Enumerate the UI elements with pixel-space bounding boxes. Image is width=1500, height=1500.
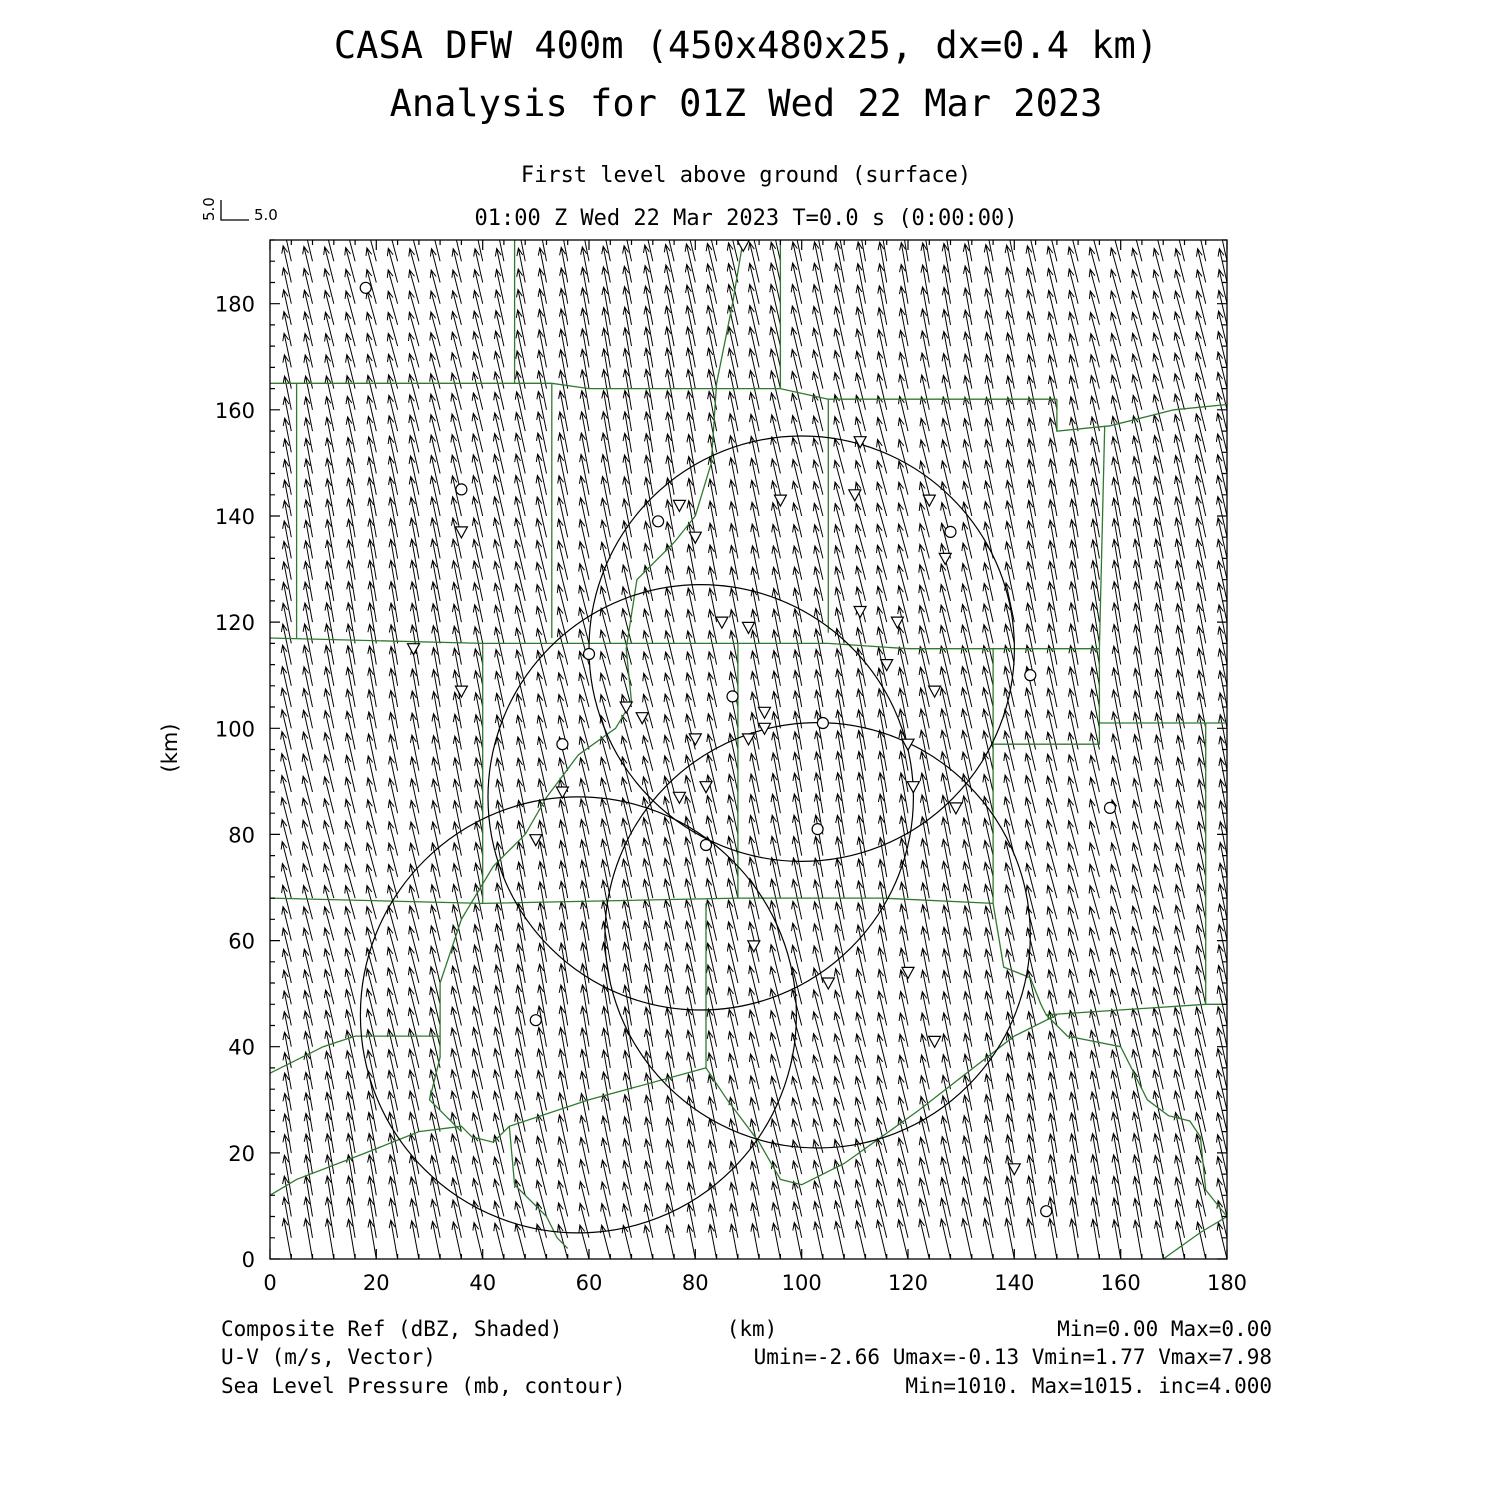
footer-left-2: U-V (m/s, Vector) (221, 1345, 436, 1369)
x-tick-label: 140 (994, 1271, 1035, 1295)
y-tick-label: 180 (214, 292, 255, 317)
y-tick-label: 140 (214, 505, 255, 529)
reference-vector-v-label: 5.0 (200, 197, 218, 221)
county-boundary (270, 898, 993, 903)
station-circle (1041, 1206, 1052, 1217)
station-triangle (822, 978, 834, 989)
y-tick-label: 120 (214, 611, 255, 636)
x-tick-label: 0 (263, 1271, 277, 1295)
station-triangle (636, 713, 648, 724)
station-circle (1025, 670, 1036, 681)
station-triangle (902, 967, 914, 978)
x-tick-label: 100 (781, 1271, 822, 1295)
station-triangle (759, 707, 771, 718)
station-circle (557, 739, 568, 750)
reference-vector-arrow (221, 200, 249, 220)
title-line-1: CASA DFW 400m (450x480x25, dx=0.4 km) (333, 24, 1159, 67)
station-triangle (716, 617, 728, 628)
station-circle (360, 282, 371, 293)
footer-right-3: Min=1010. Max=1015. inc=4.000 (905, 1374, 1272, 1398)
pressure-contour (488, 585, 913, 1010)
y-tick-label: 160 (214, 398, 255, 423)
station-triangle (689, 734, 701, 745)
footer-left-3: Sea Level Pressure (mb, contour) (221, 1374, 626, 1398)
station-circle (945, 526, 956, 537)
station-triangle (950, 803, 962, 814)
county-boundary (270, 1068, 706, 1195)
county-boundary (270, 383, 1057, 399)
title-line-2: Analysis for 01Z Wed 22 Mar 2023 (389, 82, 1103, 125)
level-label: First level above ground (surface) (520, 163, 972, 188)
county-boundary (1163, 1217, 1227, 1260)
station-triangle (891, 617, 903, 628)
x-tick-label: 60 (575, 1271, 603, 1295)
x-tick-label: 80 (681, 1271, 709, 1295)
x-tick-label: 160 (1100, 1271, 1141, 1295)
footer-left-1: Composite Ref (dBZ, Shaded) (221, 1317, 563, 1341)
station-circle (812, 824, 823, 835)
station-circle (456, 484, 467, 495)
station-circle (530, 1015, 541, 1026)
county-boundary (706, 1015, 1057, 1185)
station-circle (701, 840, 712, 851)
station-triangle (929, 1036, 941, 1047)
x-axis-unit-label: (km) (726, 1317, 778, 1341)
station-triangle (673, 792, 685, 803)
station-circle (1105, 802, 1116, 813)
wind-vector-arrows (259, 199, 1227, 1259)
station-circle (817, 718, 828, 729)
footer-right-2: Umin=-2.66 Umax=-0.13 Vmin=1.77 Vmax=7.98 (753, 1345, 1272, 1369)
x-tick-label: 20 (362, 1271, 390, 1295)
station-triangle (737, 240, 749, 251)
y-axis-label: (km) (158, 723, 182, 773)
station-triangle (408, 644, 420, 655)
station-circle (653, 516, 664, 527)
y-tick-label: 60 (228, 929, 255, 954)
footer (221, 1317, 1272, 1398)
footer-right-1: Min=0.00 Max=0.00 (1057, 1317, 1272, 1341)
station-triangle (939, 553, 951, 564)
station-triangle (673, 500, 685, 511)
pressure-contour (360, 797, 796, 1233)
wind-vectors (259, 199, 1227, 1259)
y-tick-label: 0 (241, 1248, 255, 1272)
county-boundary (440, 240, 743, 1036)
reference-vector (200, 197, 278, 224)
station-circle (584, 649, 595, 660)
station-triangle (907, 782, 919, 793)
reference-vector-u-label: 5.0 (254, 206, 278, 224)
station-triangle (774, 495, 786, 506)
y-tick-label: 100 (214, 717, 255, 742)
y-tick-label: 80 (228, 823, 255, 848)
station-circle (727, 691, 738, 702)
station-triangle (929, 686, 941, 697)
x-tick-label: 120 (887, 1271, 929, 1295)
x-tick-label: 180 (1206, 1271, 1248, 1295)
station-triangle (620, 702, 632, 713)
time-label: 01:00 Z Wed 22 Mar 2023 T=0.0 s (0:00:00) (474, 206, 1018, 231)
x-tick-label: 40 (469, 1271, 497, 1295)
station-triangle (556, 787, 568, 798)
y-tick-label: 40 (228, 1035, 255, 1060)
station-triangle (849, 490, 861, 501)
y-tick-label: 20 (228, 1141, 255, 1166)
